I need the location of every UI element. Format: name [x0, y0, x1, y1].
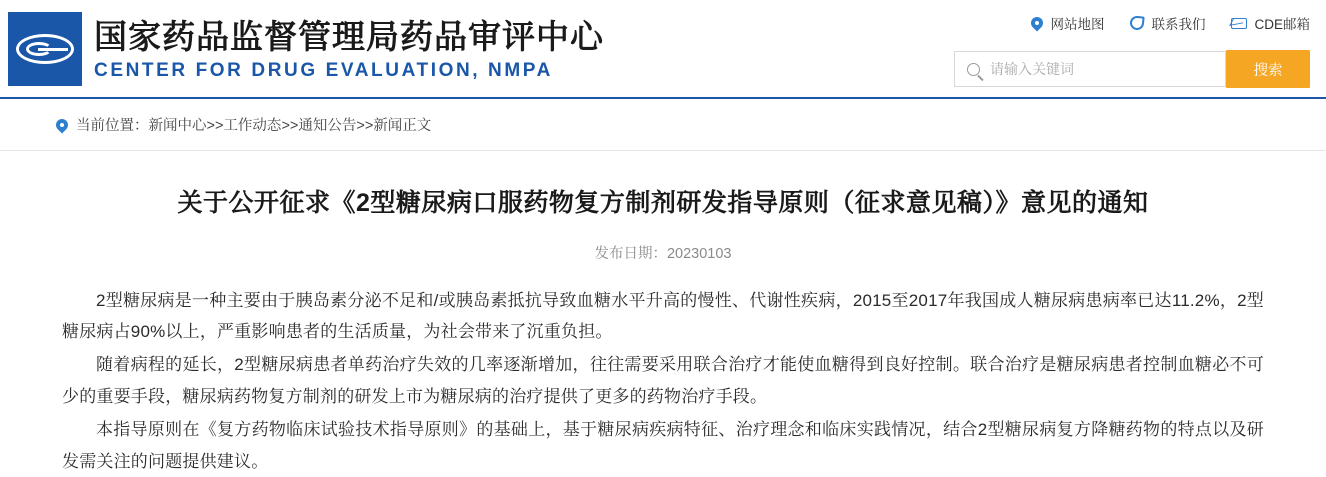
breadcrumb-item-article[interactable]: 新闻正文 — [373, 118, 432, 134]
search-button[interactable]: 搜索 — [1226, 50, 1310, 88]
top-link-contact[interactable] — [1130, 13, 1205, 33]
breadcrumb-text — [76, 114, 431, 135]
article-container — [0, 187, 1326, 477]
publish-date: 发布日期：20230103 — [594, 245, 732, 262]
mail-icon — [1231, 18, 1247, 29]
top-link-mail[interactable] — [1231, 13, 1310, 33]
page-title: 关于公开征求《2型糖尿病口服药物复方制剂研发指导原则（征求意见稿）》意见的通知 — [177, 189, 1149, 217]
top-link-sitemap-label: 网站地图 — [1050, 17, 1105, 32]
breadcrumb-separator-2: >> — [281, 118, 299, 134]
site-title-en: CENTER FOR DRUG EVALUATION, NMPA — [94, 59, 553, 81]
breadcrumb-item-notices[interactable]: 通知公告 — [298, 118, 357, 134]
breadcrumb-prefix: 当前位置： — [76, 118, 149, 134]
cde-emblem-icon — [8, 12, 82, 86]
search-bar — [896, 50, 1316, 88]
search-icon — [967, 63, 980, 76]
breadcrumb — [0, 99, 1326, 151]
header-utilities — [896, 0, 1316, 99]
site-branding[interactable] — [0, 12, 604, 86]
top-link-sitemap[interactable] — [1031, 13, 1104, 33]
site-header — [0, 0, 1326, 99]
article-paragraph: 2型糖尿病是一种主要由于胰岛素分泌不足和/或胰岛素抵抗导致血糖水平升高的慢性、代谢性疾病，2015至2017年我国成人糖尿病患病率已达11.2%，2型糖尿病占90%以上，严重影响患者的生活质量，为社会带来了沉重负担。 — [62, 290, 1264, 341]
article-paragraph: 本指导原则在《复方药物临床试验技术指导原则》的基础上，基于糖尿病疾病特征、治疗理念和临床实践情况，结合2型糖尿病复方降糖药物的特点以及研发需关注的问题提供建议。 — [62, 420, 1264, 471]
top-link-mail-label: CDE邮箱 — [1254, 17, 1310, 32]
breadcrumb-item-news-center[interactable]: 新闻中心 — [148, 118, 207, 134]
top-link-contact-label: 联系我们 — [1151, 17, 1206, 32]
article-body — [56, 285, 1270, 477]
breadcrumb-separator-3: >> — [356, 118, 374, 134]
breadcrumb-item-work-updates[interactable]: 工作动态 — [223, 118, 282, 134]
breadcrumb-separator-1: >> — [206, 118, 224, 134]
site-titles — [94, 18, 604, 80]
map-pin-icon — [1031, 17, 1043, 29]
location-pin-icon — [56, 119, 68, 131]
article-paragraph: 随着病程的延长，2型糖尿病患者单药治疗失效的几率逐渐增加，往往需要采用联合治疗才能使血糖得到良好控制。联合治疗是糖尿病患者控制血糖必不可少的重要手段，糖尿病药物复方制剂的研发上市为糖尿病的治疗提供了更多的药物治疗手段。 — [62, 355, 1264, 406]
top-link-list — [896, 0, 1316, 46]
search-box[interactable] — [954, 51, 1226, 87]
phone-icon — [1130, 15, 1145, 30]
search-input[interactable] — [980, 52, 1225, 86]
site-title-cn: 国家药品监督管理局药品审评中心 — [94, 17, 604, 55]
